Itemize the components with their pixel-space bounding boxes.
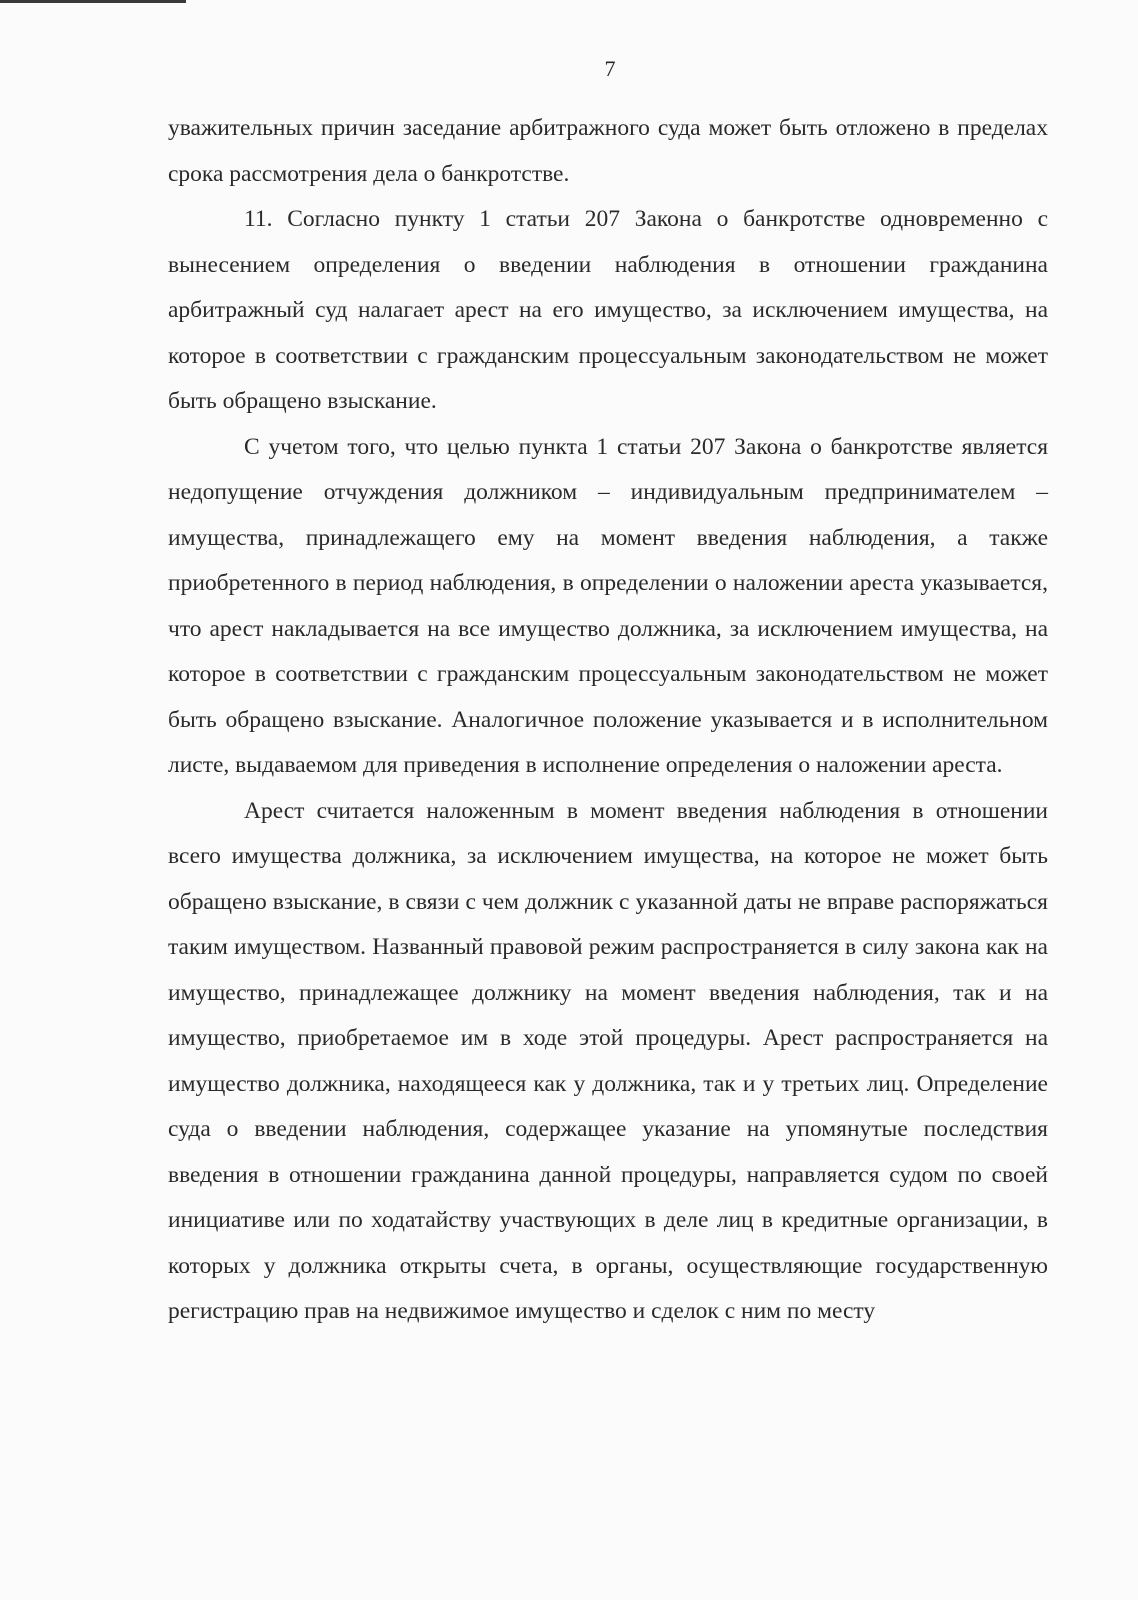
- page-number: 7: [604, 56, 616, 81]
- body-text: [168, 106, 1048, 1335]
- paragraph-continued: уважительных причин заседание арбитражного суда может быть отложено в пределах срока рассмотрения дела о банкротстве.: [168, 115, 1048, 187]
- paragraph-item-11: 11. Согласно пункту 1 статьи 207 Закона о банкротстве одновременно с вынесением определения о введении наблюдения в отношении гражданина арбитражный суд налагает арест на его имущество, за исключением имущества, на которое в соответствии с гражданским процессуальным законодательством не может быть обращено взыскание.: [168, 206, 1048, 414]
- paragraph-arrest: Арест считается наложенным в момент введения наблюдения в отношении всего имущества должника, за исключением имущества, на которое не может быть обращено взыскание, в связи с чем должник с указанной даты не вправе распоряжаться таким имуществом. Названный правовой режим распространяется в силу закона как на имущество, принадлежащее должнику на момент введения наблюдения, так и на имущество, приобретаемое им в ходе этой процедуры. Арест распространяется на имущество должника, находящееся как у должника, так и у третьих лиц. Определение суда о введении наблюдения, содержащее указание на упомянутые последствия введения в отношении гражданина данной процедуры, направляется судом по своей инициативе или по ходатайству участвующих в деле лиц в кредитные организации, в которых у должника открыты счета, в органы, осуществляющие государственную регистрацию прав на недвижимое имущество и сделок с ним по месту: [168, 797, 1048, 1324]
- paragraph-purpose: С учетом того, что целью пункта 1 статьи 207 Закона о банкротстве является недопущение отчуждения должником – индивидуальным предпринимателем – имущества, принадлежащего ему на момент введения наблюдения, а также приобретенного в период наблюдения, в определении о наложении ареста указывается, что арест накладывается на все имущество должника, за исключением имущества, на которое в соответствии с гражданским процессуальным законодательством не может быть обращено взыскание. Аналогичное положение указывается и в исполнительном листе, выдаваемом для приведения в исполнение определения о наложении ареста.: [168, 433, 1048, 778]
- scan-edge-mark: [0, 0, 186, 3]
